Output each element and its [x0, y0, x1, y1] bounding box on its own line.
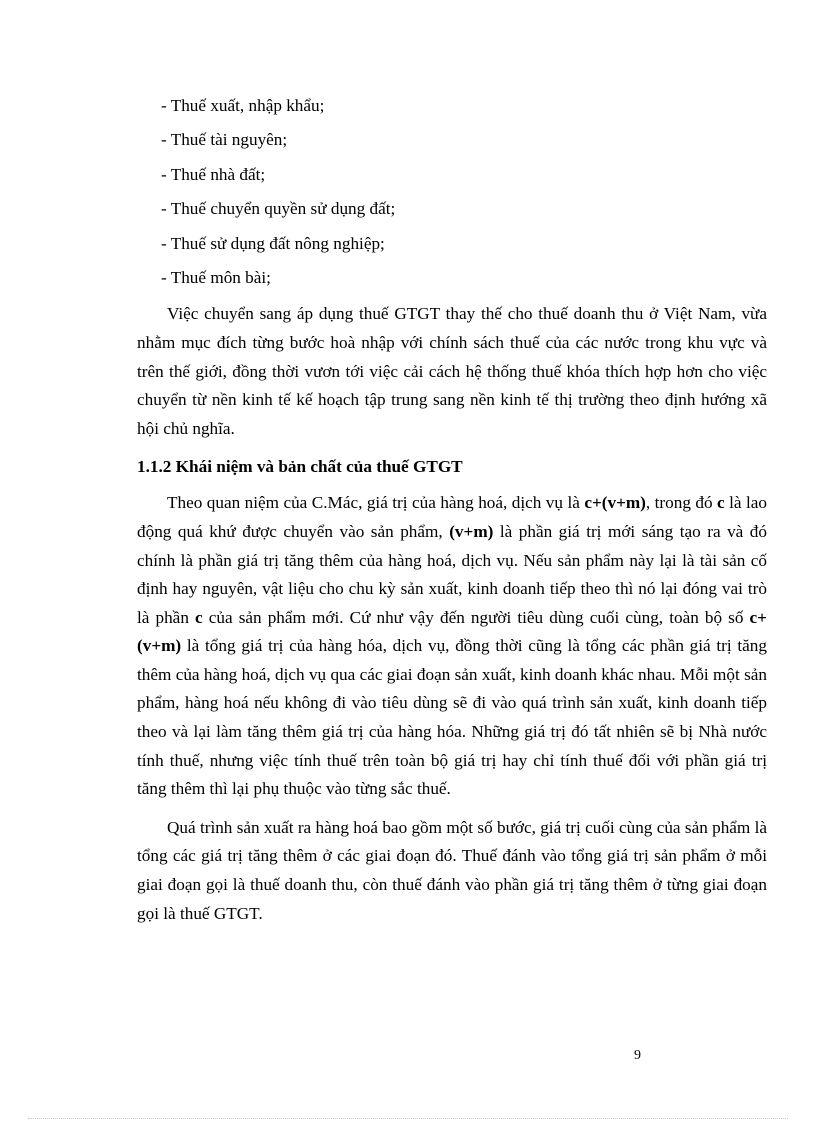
concept-text: , trong đó	[645, 493, 718, 513]
bullet-item: - Thuế chuyển quyền sử dụng đất;	[161, 199, 396, 219]
formula-term: (v+m)	[449, 521, 494, 541]
bullet-item: - Thuế môn bài;	[161, 267, 271, 287]
intro-paragraph: Việc chuyển sang áp dụng thuế GTGT thay thế cho thuế doanh thu ở Việt Nam, vừa nhằm mục đích từng bước hoà nhập với chính sách thuế của các nước trong khu vực và trên thế giới, đồng thời vươn tới việc cải cách hệ thống thuế khóa thích hợp hơn cho việc chuyển từ nền kinh tế kế hoạch tập trung sang nền kinh tế thị trường theo định hướng xã hội chủ nghĩa.	[137, 304, 767, 438]
concept-text: là tổng giá trị của hàng hóa, dịch vụ, đồng thời cũng là tổng các phần giá trị tăng thêm của hàng hoá, dịch vụ qua các giai đoạn sản xuất, kinh doanh khác nhau. Mỗi một sản phẩm, hàng hoá nếu không đi vào tiêu dùng sẽ đi vào quá trình sản xuất, kinh doanh tiếp theo và lại làm tăng thêm giá trị của hàng hóa. Những giá trị đó tất nhiên sẽ bị Nhà nước tính thuế, nhưng việc tính thuế trên toàn bộ giá trị hay chỉ tính thuế đối với phần giá trị tăng thêm thì lại phụ thuộc vào từng sắc thuế.	[137, 636, 767, 799]
concept-paragraph	[137, 489, 767, 804]
formula-term: c	[717, 493, 725, 513]
formula-term: c	[195, 607, 203, 627]
formula-term: c+(v+m)	[137, 607, 767, 656]
bullet-item: - Thuế nhà đất;	[161, 164, 266, 184]
section-heading: 1.1.2 Khái niệm và bản chất của thuế GTGT	[137, 457, 463, 477]
concept-text: là phần giá trị mới sáng tạo ra và đó chính là phần giá trị tăng thêm của hàng hoá, dịch vụ. Nếu sản phẩm này lại là tài sản cố định hay nguyên, vật liệu cho chu kỳ sản xuất, kinh doanh tiếp theo thì nó lại đóng vai trò là phần	[137, 521, 767, 627]
concept-text: của sản phẩm mới. Cứ như vậy đến người tiêu dùng cuối cùng, toàn bộ số	[202, 607, 750, 627]
bullet-item: - Thuế tài nguyên;	[161, 130, 288, 150]
concept-text: Theo quan niệm của C.Mác, giá trị của hàng hoá, dịch vụ là	[167, 493, 585, 513]
formula-term: c+(v+m)	[584, 493, 646, 513]
page-number: 9	[634, 1048, 641, 1063]
bullet-item: - Thuế xuất, nhập khẩu;	[161, 96, 325, 115]
footer-dotted-rule	[28, 1118, 788, 1119]
process-paragraph: Quá trình sản xuất ra hàng hoá bao gồm một số bước, giá trị cuối cùng của sản phẩm là tổng các giá trị tăng thêm ở các giai đoạn đó. Thuế đánh vào tổng giá trị sản phẩm ở mỗi giai đoạn gọi là thuế doanh thu, còn thuế đánh vào phần giá trị tăng thêm ở từng giai đoạn gọi là thuế GTGT.	[137, 817, 767, 923]
bullet-item: - Thuế sử dụng đất nông nghiệp;	[161, 233, 385, 253]
concept-text: là lao động quá khứ được chuyển vào sản phẩm,	[137, 493, 768, 541]
tax-bullet-list	[137, 92, 767, 298]
page-content	[137, 92, 767, 938]
